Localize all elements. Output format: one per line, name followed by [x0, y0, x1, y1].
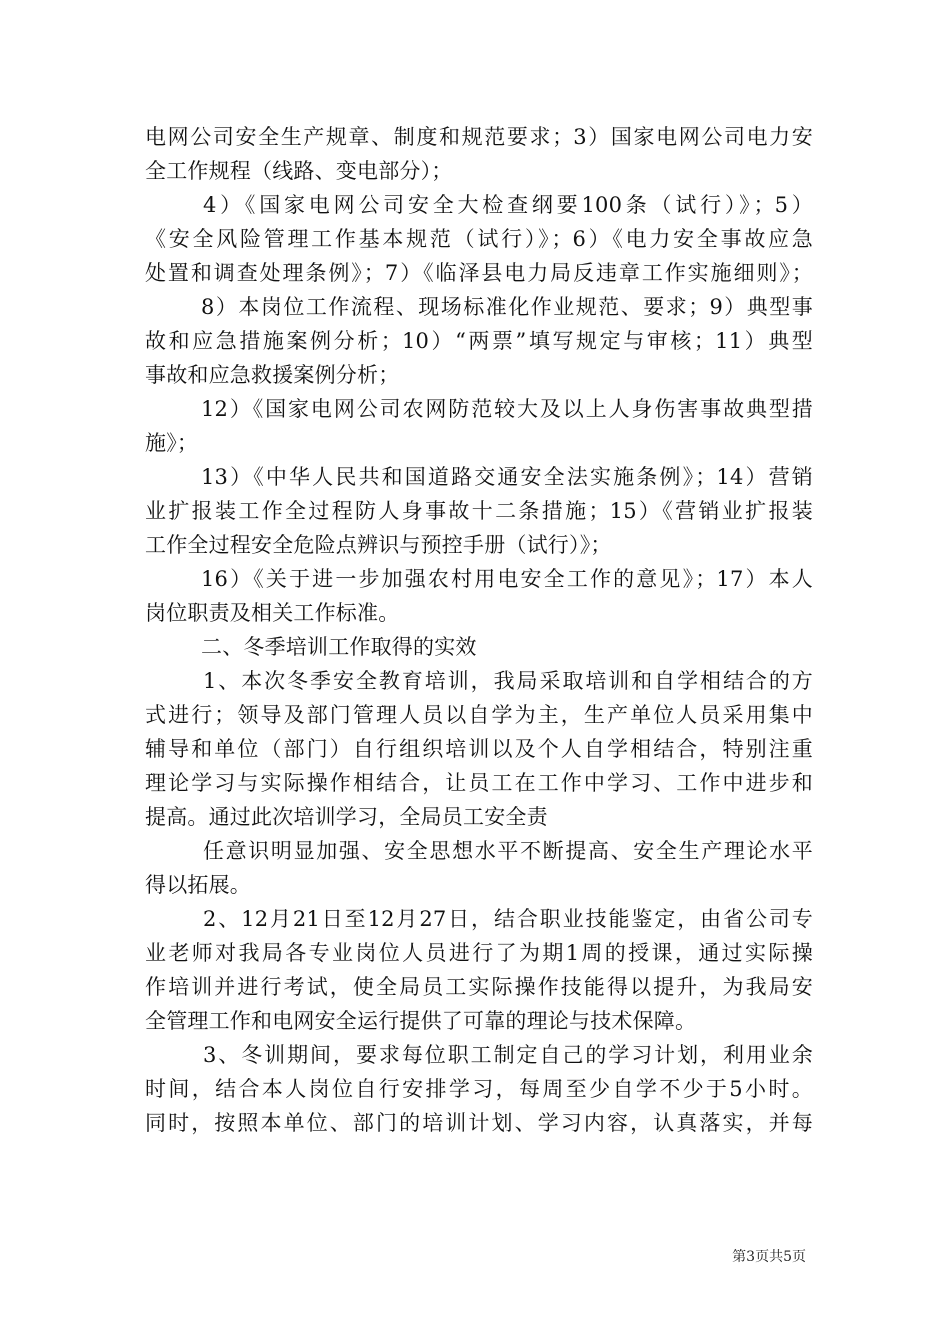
- text-line: 2、12月21日至12月27日，结合职业技能鉴定，由省公司专: [203, 907, 813, 931]
- paragraph-item-12: [145, 392, 813, 460]
- text-line: 4）《国家电网公司安全大检查纲要100条（试行）》；5）: [203, 193, 813, 217]
- paragraph-item-4-7: [145, 188, 813, 290]
- section-heading: 二、冬季培训工作取得的实效: [201, 635, 477, 659]
- text-line: 业老师对我局各专业岗位人员进行了为期1周的授课，通过实际操: [145, 941, 813, 965]
- text-line: 8）本岗位工作流程、现场标准化作业规范、要求；9）典型事: [201, 295, 813, 319]
- text-line: 业扩报装工作全过程防人身事故十二条措施；15）《营销业扩报装: [145, 499, 813, 523]
- text-line: 式进行；领导及部门管理人员以自学为主，生产单位人员采用集中: [145, 703, 813, 727]
- paragraph-item-16-17: [145, 562, 813, 630]
- text-line: 岗位职责及相关工作标准。: [145, 601, 400, 625]
- paragraph-item-13-15: [145, 460, 813, 562]
- text-line: 时间，结合本人岗位自行安排学习，每周至少自学不少于5小时。: [145, 1077, 813, 1101]
- text-line: 全工作规程（线路、变电部分）；: [145, 159, 453, 183]
- text-line: 1、本次冬季安全教育培训，我局采取培训和自学相结合的方: [203, 669, 813, 693]
- text-line: 任意识明显加强、安全思想水平不断提高、安全生产理论水平: [203, 839, 813, 863]
- text-line: 同时，按照本单位、部门的培训计划、学习内容，认真落实，并每: [145, 1111, 813, 1135]
- text-line: 辅导和单位（部门）自行组织培训以及个人自学相结合，特别注重: [145, 737, 813, 761]
- section-heading-results: [145, 630, 813, 664]
- text-line: 全管理工作和电网安全运行提供了可靠的理论与技术保障。: [145, 1009, 697, 1033]
- text-line: 提高。通过此次培训学习，全局员工安全责: [145, 805, 548, 829]
- paragraph-result-1: [145, 664, 813, 834]
- text-line: 施》；: [145, 431, 199, 455]
- text-line: 处置和调查处理条例》；7）《临泽县电力局反违章工作实施细则》；: [145, 261, 813, 285]
- page-number-footer: 第3页共5页: [732, 1249, 806, 1265]
- text-line: 事故和应急救援案例分析；: [145, 363, 400, 387]
- paragraph-result-1-continued: [145, 834, 813, 902]
- text-line: 12）《国家电网公司农网防范较大及以上人身伤害事故典型措: [201, 397, 813, 421]
- text-line: 13）《中华人民共和国道路交通安全法实施条例》；14）营销: [201, 465, 813, 489]
- paragraph-result-2: [145, 902, 813, 1038]
- text-line: 工作全过程安全危险点辨识与预控手册（试行）》；: [145, 533, 612, 557]
- text-line: 3、冬训期间，要求每位职工制定自己的学习计划，利用业余: [203, 1043, 813, 1067]
- text-line: 16）《关于进一步加强农村用电安全工作的意见》；17）本人: [201, 567, 813, 591]
- paragraph-result-3: [145, 1038, 813, 1140]
- paragraph-regulations-continued: [145, 120, 813, 188]
- text-line: 电网公司安全生产规章、制度和规范要求；3）国家电网公司电力安: [145, 125, 813, 149]
- document-body: [145, 120, 813, 1140]
- text-line: 《安全风险管理工作基本规范（试行）》；6）《电力安全事故应急: [145, 227, 813, 251]
- text-line: 理论学习与实际操作相结合，让员工在工作中学习、工作中进步和: [145, 771, 813, 795]
- paragraph-item-8-11: [145, 290, 813, 392]
- text-line: 作培训并进行考试，使全局员工实际操作技能得以提升，为我局安: [145, 975, 813, 999]
- text-line: 故和应急措施案例分析；10）“两票”填写规定与审核；11）典型: [145, 329, 813, 353]
- text-line: 得以拓展。: [145, 873, 251, 897]
